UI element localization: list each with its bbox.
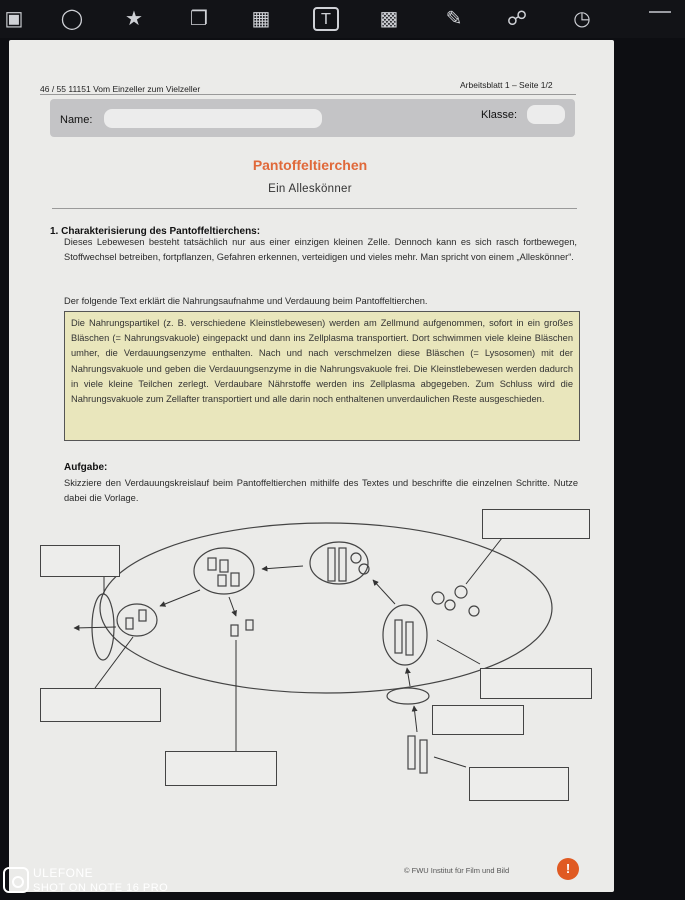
lysosome xyxy=(455,586,467,598)
label-box[interactable] xyxy=(432,705,524,735)
camera-icon xyxy=(3,867,29,893)
vacuole-4 xyxy=(117,604,157,636)
worksheet-header-left: 46 / 55 11151 Vom Einzeller zum Vielzeller xyxy=(40,84,201,94)
cell-mouth xyxy=(387,688,429,704)
crop-icon[interactable]: ▣ xyxy=(4,8,24,30)
worksheet-header-right: Arbeitsblatt 1 – Seite 1/2 xyxy=(460,80,553,90)
lysosome xyxy=(432,592,444,604)
lysosome xyxy=(351,553,361,563)
label-box[interactable] xyxy=(480,668,592,699)
vacuole-1 xyxy=(194,548,254,594)
worksheet-title: Pantoffeltierchen xyxy=(252,157,368,173)
section1-text-intro: Der folgende Text erklärt die Nahrungsaufnahme und Verdauung beim Pantoffeltierchen. xyxy=(64,296,428,306)
food-particle xyxy=(328,548,335,581)
food-particle xyxy=(420,740,427,773)
food-particle xyxy=(246,620,253,630)
food-particle xyxy=(220,560,228,572)
label-box[interactable] xyxy=(482,509,590,539)
food-particle xyxy=(406,622,413,655)
food-particle xyxy=(339,548,346,581)
section1-heading: 1. Charakterisierung des Pantoffeltierchens: xyxy=(50,226,261,237)
task-text: Skizziere den Verdauungskreislauf beim Pantoffeltierchen mithilfe des Textes und beschrifte die einzelnen Schritte. Nutze dabei die Vorlage. xyxy=(64,478,578,503)
ruler-icon[interactable]: ✎ xyxy=(445,8,463,30)
food-particle xyxy=(231,573,239,586)
food-particle xyxy=(395,620,402,653)
food-particle xyxy=(408,736,415,769)
food-particle xyxy=(231,625,238,636)
clock-icon[interactable]: ◷ xyxy=(573,8,591,30)
digestion-text-box: Die Nahrungspartikel (z. B. verschiedene Kleinstlebewesen) werden am Zellmund aufgenommen, sofort in ein großes Bläschen (= Nahrungsvakuole) eingepackt und dann ins Zellplasma transportiert. Dort schwimmen viele kleine Bläschen umher, die Verdauungsenzyme enthalten. Nach und nach verschmelzen diese Bläschen (= Lysosomen) mit der Nahrungsvakuole und geben die Verdauungsenzyme in die Nahrungsvakuole frei. Die Kleinstlebewesen werden dadurch in viele kleine Teilchen zerlegt. Verdaubare Nährstoffe werden ins Zellplasma abgegeben. Zum Schluss wird die Nahrungsvakuole zum Zellafter transportiert und alle darin noch enthaltenen unverdaulichen Reste ausgeschieden. xyxy=(64,311,580,441)
lysosome xyxy=(445,600,455,610)
image-search-icon[interactable]: ▩ xyxy=(379,8,399,30)
image-icon[interactable]: ▦ xyxy=(251,8,271,30)
food-particle xyxy=(126,618,133,629)
worksheet-footer: © FWU Institut für Film und Bild xyxy=(404,866,510,875)
task-heading: Aufgabe: xyxy=(64,462,108,473)
text-icon[interactable]: T xyxy=(313,7,339,31)
copy-icon[interactable]: ❐ xyxy=(190,8,208,30)
food-particle xyxy=(218,575,226,586)
label-box[interactable] xyxy=(40,688,161,722)
worksheet-subtitle: Ein Alleskönner xyxy=(268,183,352,195)
name-label: Name: xyxy=(60,114,93,126)
lysosome xyxy=(469,606,479,616)
watermark-model: SHOT ON NOTE 16 PRO xyxy=(33,882,169,894)
food-particle xyxy=(139,610,146,621)
section1-intro: Dieses Lebewesen besteht tatsächlich nur aus einer einzigen kleinen Zelle. Dennoch kann es sich rasch fortbewegen, Stoffwechsel betreiben, fortpflanzen, Gefahren erkennen, verteidigen und vieles mehr. Man spricht von einem „Alleskönner“. xyxy=(64,237,577,262)
class-label: Klasse: xyxy=(481,109,518,121)
label-box[interactable] xyxy=(469,767,569,801)
label-box[interactable] xyxy=(165,751,277,786)
watermark-brand: ULEFONE xyxy=(33,866,94,880)
food-particle xyxy=(208,558,216,570)
sticker-icon[interactable]: ★ xyxy=(125,8,143,30)
fwu-logo-icon: ! xyxy=(557,858,579,880)
lasso-icon[interactable]: ◯ xyxy=(60,8,84,30)
label-box[interactable] xyxy=(40,545,120,577)
usb-icon[interactable]: ☍ xyxy=(506,8,528,30)
vacuole-3 xyxy=(383,605,427,665)
